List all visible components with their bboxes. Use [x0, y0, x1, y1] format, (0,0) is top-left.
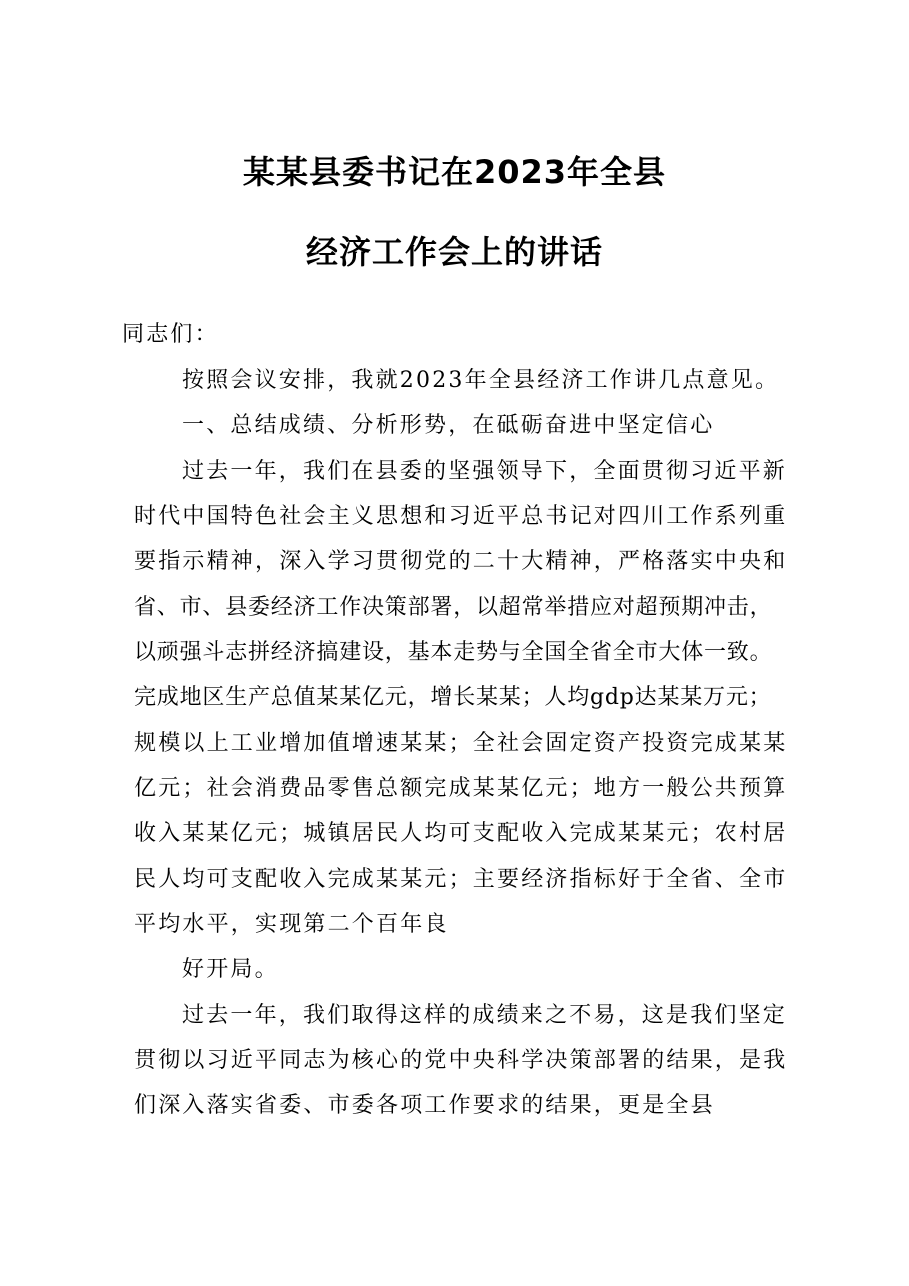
- paragraph-line: 要指示精神，深入学习贯彻党的二十大精神，严格落实中央和: [134, 549, 788, 574]
- paragraph-line: 过去一年，我们取得这样的成绩来之不易，这是我们坚定: [182, 1003, 788, 1028]
- paragraph-line: 贯彻以习近平同志为核心的党中央科学决策部署的结果，是我: [134, 1048, 788, 1073]
- paragraph-line: 规模以上工业增加值增速某某；全社会固定资产投资完成某某: [134, 731, 788, 756]
- paragraph-line: 按照会议安排，我就2023年全县经济工作讲几点意见。: [182, 368, 780, 393]
- paragraph-line: 时代中国特色社会主义思想和习近平总书记对四川工作系列重: [134, 504, 788, 529]
- paragraph-line: 好开局。: [182, 957, 279, 982]
- paragraph-line: 民人均可支配收入完成某某元；主要经济指标好于全省、全市: [134, 867, 788, 892]
- section-heading: 一、总结成绩、分析形势，在砥砺奋进中坚定信心: [182, 413, 715, 438]
- paragraph-line: 收入某某亿元；城镇居民人均可支配收入完成某某元；农村居: [134, 821, 788, 846]
- paragraph-line: 完成地区生产总值某某亿元，增长某某；人均gdp达某某万元；: [134, 685, 772, 710]
- paragraph-line: 过去一年，我们在县委的坚强领导下，全面贯彻习近平新: [182, 459, 788, 484]
- paragraph-line: 亿元；社会消费品零售总额完成某某亿元；地方一般公共预算: [134, 776, 788, 801]
- paragraph-line: 以顽强斗志拼经济搞建设，基本走势与全国全省全市大体一致。: [134, 640, 773, 665]
- paragraph-line: 省、市、县委经济工作决策部署，以超常举措应对超预期冲击，: [134, 595, 773, 620]
- salutation: 同志们：: [122, 322, 219, 347]
- paragraph-line: 平均水平，实现第二个百年良: [134, 912, 449, 937]
- document-title-line-1: 某某县委书记在2023年全县: [242, 153, 667, 191]
- paragraph-line: 们深入落实省委、市委各项工作要求的结果，更是全县: [134, 1093, 715, 1118]
- document-title-line-2: 经济工作会上的讲话: [305, 233, 603, 271]
